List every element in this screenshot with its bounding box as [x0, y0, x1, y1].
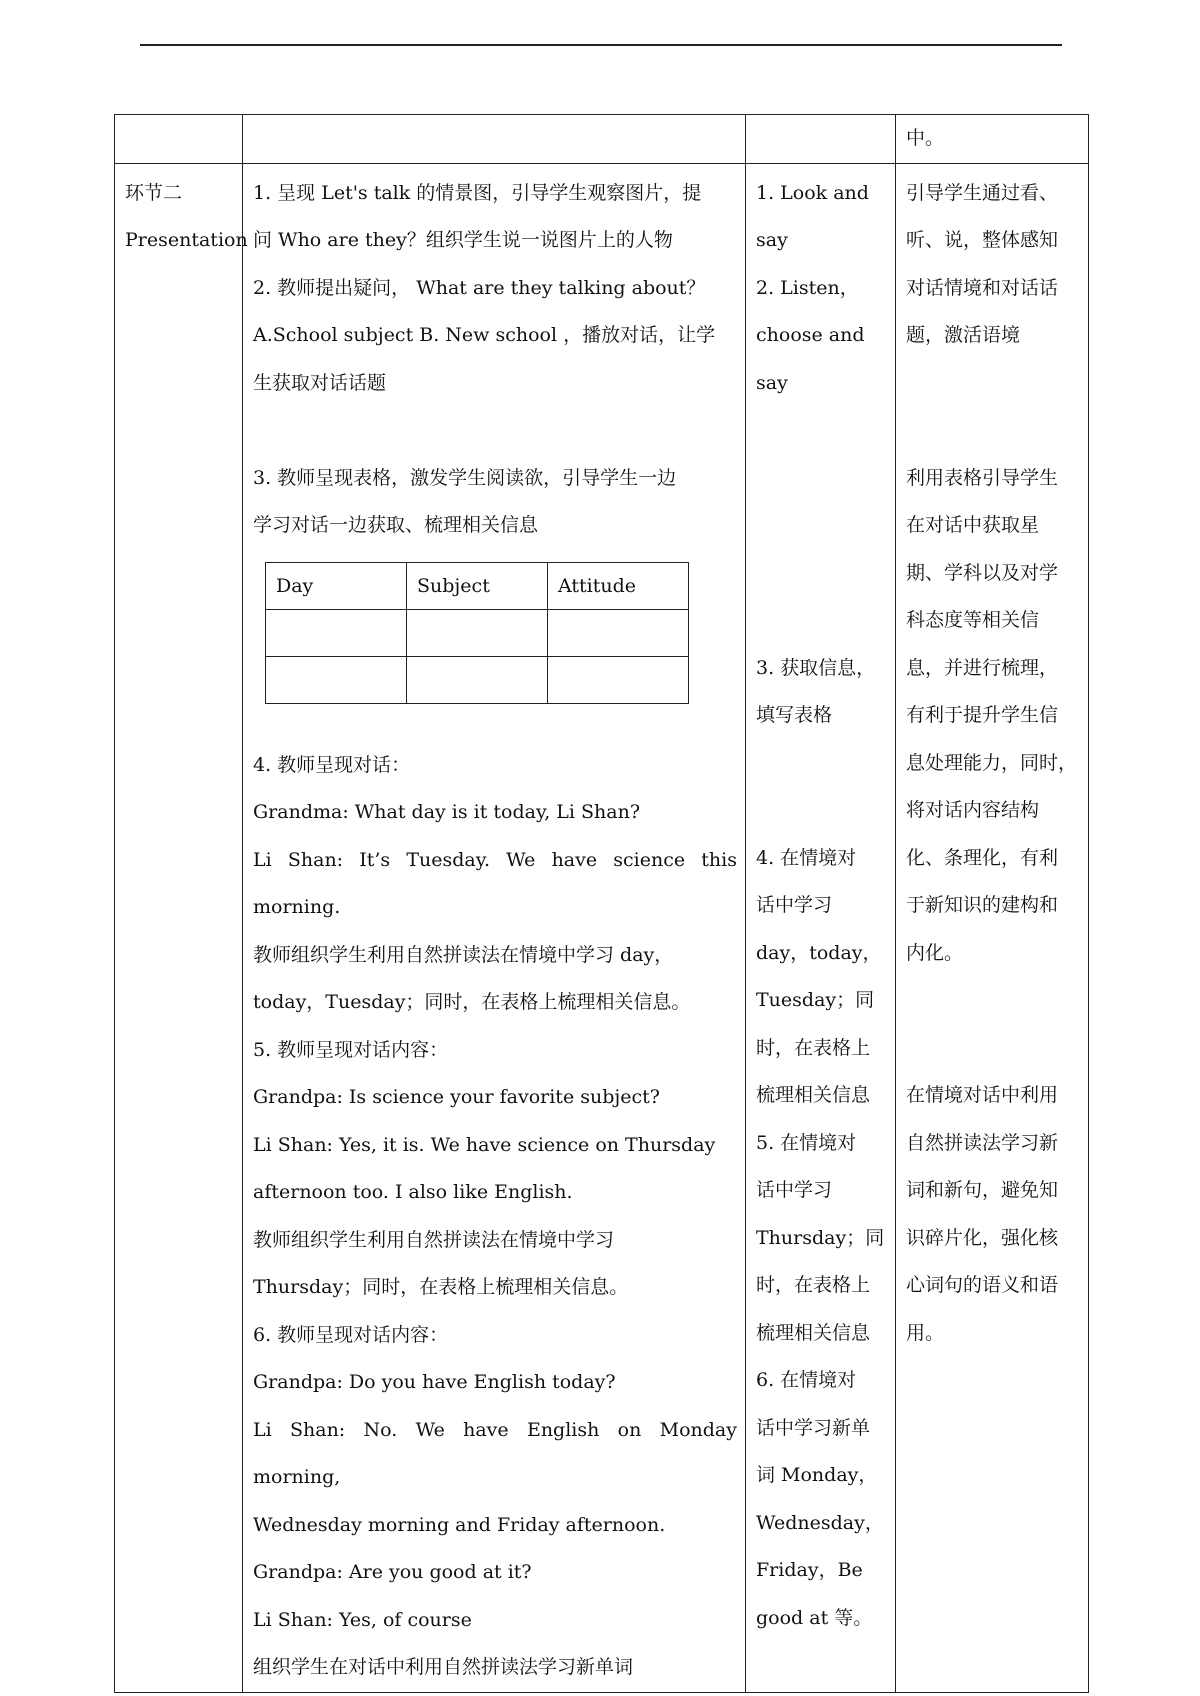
student-line: 话中学习: [756, 1179, 833, 1201]
purpose-line: 识碎片化，强化核: [906, 1226, 1059, 1249]
student-line: 1. Look and: [756, 181, 869, 204]
purpose-line: 对话情境和对话话: [906, 276, 1059, 299]
teacher-line: A.School subject B. New school ，播放对话，让学: [253, 324, 716, 346]
teacher-line: 5. 教师呈现对话内容：: [253, 1038, 449, 1061]
teacher-line: Grandpa: Do you have English today?: [253, 1371, 616, 1393]
purpose-line: 化、条理化，有利: [906, 846, 1059, 869]
student-line: 时，在表格上: [756, 1036, 871, 1059]
student-line: good at 等。: [756, 1606, 873, 1629]
info-cell: [548, 609, 689, 656]
purpose-line: 在对话中获取星: [906, 514, 1040, 536]
teacher-line: 3. 教师呈现表格，激发学生阅读欲，引导学生一边: [253, 466, 677, 489]
purpose-line: 听、说，整体感知: [906, 229, 1059, 251]
student-line: 3. 获取信息，: [756, 656, 876, 679]
teacher-line: Li Shan: Yes, it is. We have science on Thursday: [253, 1133, 716, 1156]
info-cell: [266, 656, 407, 703]
page-header-rule: [140, 44, 1062, 46]
student-line: Wednesday，: [756, 1511, 884, 1534]
purpose-line: 息，并进行梳理，: [906, 656, 1059, 679]
student-line: 话中学习: [756, 894, 833, 916]
purpose-line: 自然拼读法学习新: [906, 1131, 1059, 1154]
header-attitude: Attitude: [548, 562, 689, 609]
teacher-line: Li Shan: No. We have English on Monday morning,: [253, 1418, 737, 1488]
student-line: 填写表格: [756, 704, 833, 726]
cell-design-purpose: [896, 163, 1089, 1692]
cell-teacher-activities: [243, 163, 746, 1692]
student-line: 5. 在情境对: [756, 1131, 857, 1154]
purpose-line: 词和新句，避免知: [906, 1179, 1059, 1201]
teacher-line: 教师组织学生利用自然拼读法在情境中学习 day，: [253, 943, 674, 966]
cell-teacher-empty: [243, 115, 746, 164]
teacher-line: Thursday；同时，在表格上梳理相关信息。: [253, 1276, 629, 1298]
purpose-line: 将对话内容结构: [906, 799, 1040, 821]
info-cell: [548, 656, 689, 703]
teacher-line: 1. 呈现 Let's talk 的情景图，引导学生观察图片，提: [253, 181, 702, 204]
purpose-line: 用。: [906, 1321, 945, 1344]
teacher-line: Grandpa: Are you good at it?: [253, 1561, 532, 1583]
purpose-continued-text: 中。: [906, 127, 945, 149]
teacher-line: 生获取对话话题: [253, 371, 387, 394]
info-table: [265, 562, 689, 704]
purpose-line: 科态度等相关信: [906, 609, 1040, 631]
teacher-line: afternoon too. I also like English.: [253, 1181, 573, 1203]
student-line: 2. Listen，: [756, 276, 859, 299]
teacher-line: 学习对话一边获取、梳理相关信息: [253, 514, 539, 536]
teacher-line: Li Shan: It’s Tuesday. We have science this morning.: [253, 848, 737, 918]
purpose-line: 期、学科以及对学: [906, 561, 1059, 584]
student-line: Thursday；同: [756, 1226, 885, 1249]
table-row-continued: [115, 115, 1089, 164]
purpose-line: 在情境对话中利用: [906, 1084, 1059, 1106]
purpose-line: 息处理能力，同时，: [906, 751, 1078, 774]
table-row: [266, 609, 689, 656]
purpose-line: 利用表格引导学生: [906, 466, 1059, 489]
info-cell: [266, 609, 407, 656]
teacher-line: today，Tuesday；同时，在表格上梳理相关信息。: [253, 991, 691, 1013]
cell-student-activities: [746, 163, 896, 1692]
cell-student-empty: [746, 115, 896, 164]
purpose-line: 内化。: [906, 941, 964, 964]
student-line: 梳理相关信息: [756, 1084, 871, 1106]
student-line: choose and say: [756, 324, 865, 394]
student-line: 梳理相关信息: [756, 1321, 871, 1344]
table-row-presentation: [115, 163, 1089, 1692]
teacher-line: 4. 教师呈现对话：: [253, 753, 411, 776]
purpose-line: 题，激活语境: [906, 324, 1021, 346]
cell-purpose-continued: [896, 115, 1089, 164]
student-line: 时，在表格上: [756, 1274, 871, 1296]
info-cell: [407, 609, 548, 656]
info-cell: [407, 656, 548, 703]
student-line: 4. 在情境对: [756, 846, 857, 869]
purpose-line: 引导学生通过看、: [906, 181, 1059, 204]
teacher-line: Grandpa: Is science your favorite subject?: [253, 1086, 660, 1108]
header-day: Day: [266, 562, 407, 609]
teacher-line: Grandma: What day is it today, Li Shan?: [253, 801, 641, 823]
purpose-line: 心词句的语义和语: [906, 1274, 1059, 1296]
teacher-line: 2. 教师提出疑问， What are they talking about？: [253, 276, 706, 299]
student-line: 6. 在情境对: [756, 1369, 857, 1391]
cell-stage-empty: [115, 115, 243, 164]
stage-name-cn: 环节二: [125, 181, 183, 204]
table-row: [266, 656, 689, 703]
student-line: 词 Monday，: [756, 1464, 878, 1486]
teacher-line: 组织学生在对话中利用自然拼读法学习新单词: [253, 1656, 634, 1678]
student-line: Friday，Be: [756, 1559, 863, 1581]
student-line: Tuesday；同: [756, 989, 875, 1011]
teacher-line: 问 Who are they？组织学生说一说图片上的人物: [253, 229, 673, 251]
lesson-plan-table: [114, 114, 1089, 1693]
teacher-line: Wednesday morning and Friday afternoon.: [253, 1513, 666, 1536]
student-line: day，today，: [756, 941, 882, 964]
purpose-line: 有利于提升学生信: [906, 704, 1059, 726]
info-table-header: [266, 562, 689, 609]
purpose-line: 于新知识的建构和: [906, 894, 1059, 916]
header-subject: Subject: [407, 562, 548, 609]
teacher-line: 6. 教师呈现对话内容：: [253, 1323, 449, 1346]
cell-stage: [115, 163, 248, 1692]
teacher-line: Li Shan: Yes, of course: [253, 1608, 472, 1631]
stage-name-en: Presentation: [125, 229, 248, 251]
student-line: 话中学习新单: [756, 1416, 871, 1439]
teacher-line: 教师组织学生利用自然拼读法在情境中学习: [253, 1228, 615, 1251]
student-line: say: [756, 229, 788, 251]
